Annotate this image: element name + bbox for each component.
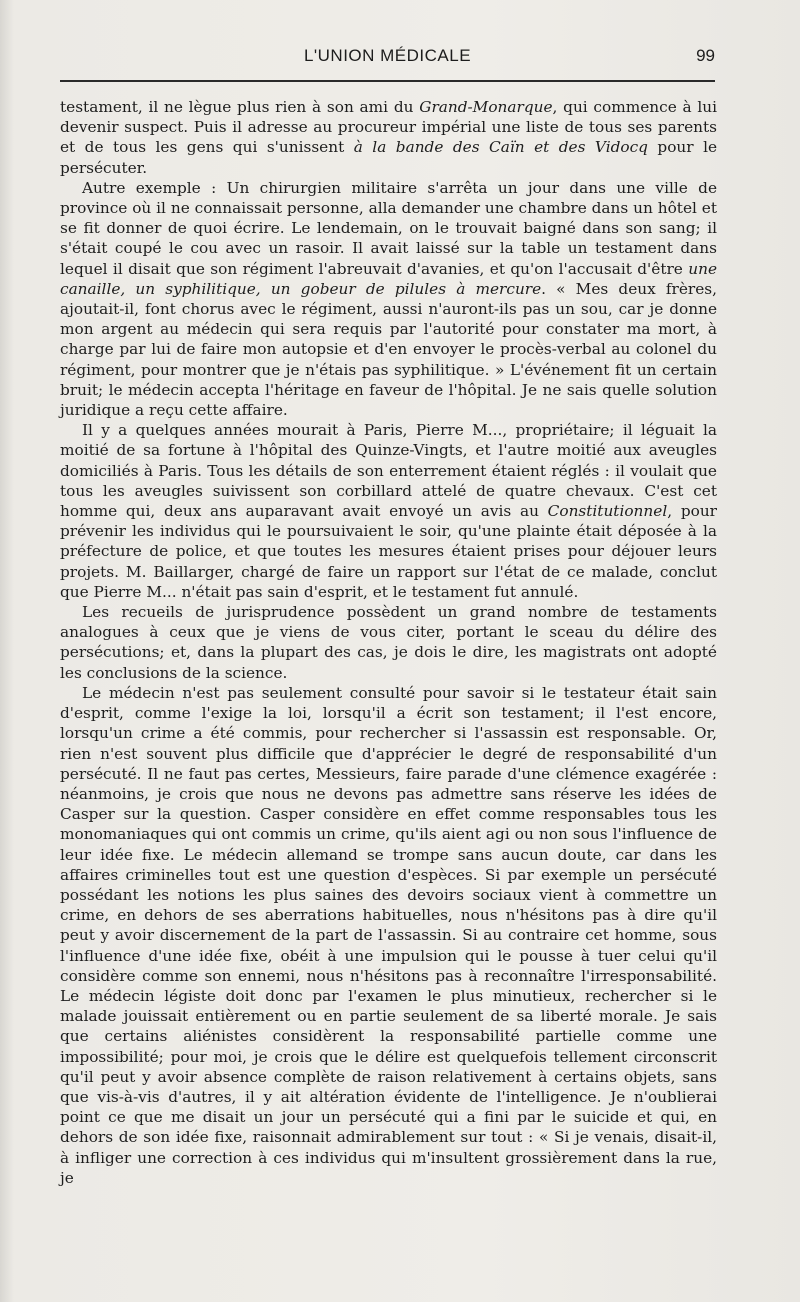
text-run: Les recueils de jurisprudence possèdent un grand nombre de testaments analogues à ceux que je viens de vous citer, portant le sceau du délire des persécutions; et, dans la plupart des cas, je dois le dire, les magistrats ont adopté les conclusions de la science. — [60, 603, 717, 682]
body-text — [60, 97, 717, 1188]
paragraph — [60, 602, 717, 683]
paragraph — [60, 97, 717, 178]
header-rule — [60, 80, 715, 82]
text-run: pour le persécuter. — [60, 138, 718, 177]
paragraph — [60, 683, 717, 1188]
page-header — [60, 46, 715, 74]
text-run: Il y a quelques années mourait à Paris, Pierre M..., propriétaire; il léguait la moitié de sa fortune à l'hôpital des Quinze-Vingts, et l'autre moitié aux aveugles domiciliés à Paris. Tous les détails de son enterrement étaient réglés : il voulait que tous les aveugles suivissent son corbillard attelé de quatre chevaux. C'est cet homme qui, deux ans auparavant avait envoyé un avis au — [60, 421, 717, 521]
text-run: Le médecin n'est pas seulement consulté pour savoir si le testateur était sain d'esprit, comme l'exige la loi, lorsqu'il a écrit son testament; il l'est encore, lorsqu'un crime a été commis, pour rechercher si l'assassin est responsable. Or, rien n'est souvent plus difficile que d'apprécier le degré de responsabilité d'un persécuté. Il ne faut pas certes, Messieurs, faire parade d'une clémence exagérée : néanmoins, je crois que nous ne devons pas admettre sans réserve les idées de Casper sur la question. Casper considère en effet comme responsables tous les monomaniaques qui ont commis un crime, qu'ils aient agi ou non sous l'influence de leur idée fixe. Le médecin allemand se trompe sans aucun doute, car dans les affaires criminelles tout est une question d'espèces. Si par exemple un persécuté possédant les notions les plus saines des devoirs sociaux vient à commettre un crime, en dehors de ses aberrations habituelles, nous n'hésitons pas à dire qu'il peut y avoir discernement de la part de l'assassin. Si au contraire cet homme, sous l'influence d'une idée fixe, obéit à une impulsion qui le pousse à tuer celui qu'il considère comme son ennemi, nous n'hésitons pas à reconnaître l'irresponsabilité. Le médecin légiste doit donc par l'examen le plus minutieux, rechercher si le malade jouissait entièrement ou en partie seulement de sa liberté morale. Je sais que certains aliénistes considèrent la responsabilité partielle comme une impossibilité; pour moi, je crois que le délire est quelquefois tellement circonscrit qu'il peut y avoir absence complète de raison relativement à certains objets, sans que vis-à-vis d'autres, il y ait altération évidente de l'intelligence. Je n'oublierai point ce que me disait un jour un persécuté qui a fini par le suicide et qui, en dehors de son idée fixe, raisonnait admirablement sur tout : « Si je venais, disait-il, à infliger une correction à ces individus qui m'insultent grossièrement dans la rue, je — [60, 683, 717, 1187]
text-run: testament, il ne lègue plus rien à son ami du — [60, 98, 420, 116]
text-run: . « Mes deux frères, ajoutait-il, font chorus avec le régiment, aussi n'auront-ils pas un sou, car je donne mon argent au médecin qui sera requis par l'autorité pour constater ma mort, à charge par lui de faire mon autopsie et d'en envoyer le procès-verbal au colonel du régiment, pour montrer que je n'étais pas syphilitique. » L'événement fit un certain bruit; le médecin accepta l'héritage en faveur de l'hôpital. Je ne sais quelle solution juridique a reçu cette affaire. — [60, 279, 717, 420]
italic-text: Grand-Monarque — [419, 98, 553, 116]
paragraph — [60, 420, 717, 602]
italic-text: à la bande des Caïn et des Vidocq — [353, 138, 648, 157]
italic-text: Constitutionnel — [547, 502, 668, 521]
italic-text: une canaille, un syphilitique, un gobeur de pilules à mercure — [60, 259, 717, 298]
text-run: , qui commence à lui devenir suspect. Puis il adresse au procureur impérial une liste de tous ses parents et de tous les gens qui s'unissent — [60, 98, 717, 157]
text-run: , pour prévenir les individus qui le poursuivaient le soir, qu'une plainte était déposée à la préfecture de police, et que toutes les mesures étaient prises pour déjouer leurs projets. M. Baillarger, chargé de faire un rapport sur l'état de ce malade, conclut que Pierre M... n'était pas sain d'esprit, et le testament fut annulé. — [60, 502, 717, 601]
paragraph — [60, 178, 717, 420]
page-number: 99 — [696, 46, 715, 65]
text-run: Autre exemple : Un chirurgien militaire s'arrêta un jour dans une ville de province où il ne connaissait personne, alla demander une chambre dans un hôtel et se fit donner de quoi écrire. Le lendemain, on le trouvait baigné dans son sang; il s'était coupé le cou avec un rasoir. Il avait laissé sur la table un testament dans lequel il disait que son régiment l'abreuvait d'avanies, et qu'on l'accusait d'être — [60, 178, 717, 278]
running-title: L'UNION MÉDICALE — [303, 46, 472, 65]
